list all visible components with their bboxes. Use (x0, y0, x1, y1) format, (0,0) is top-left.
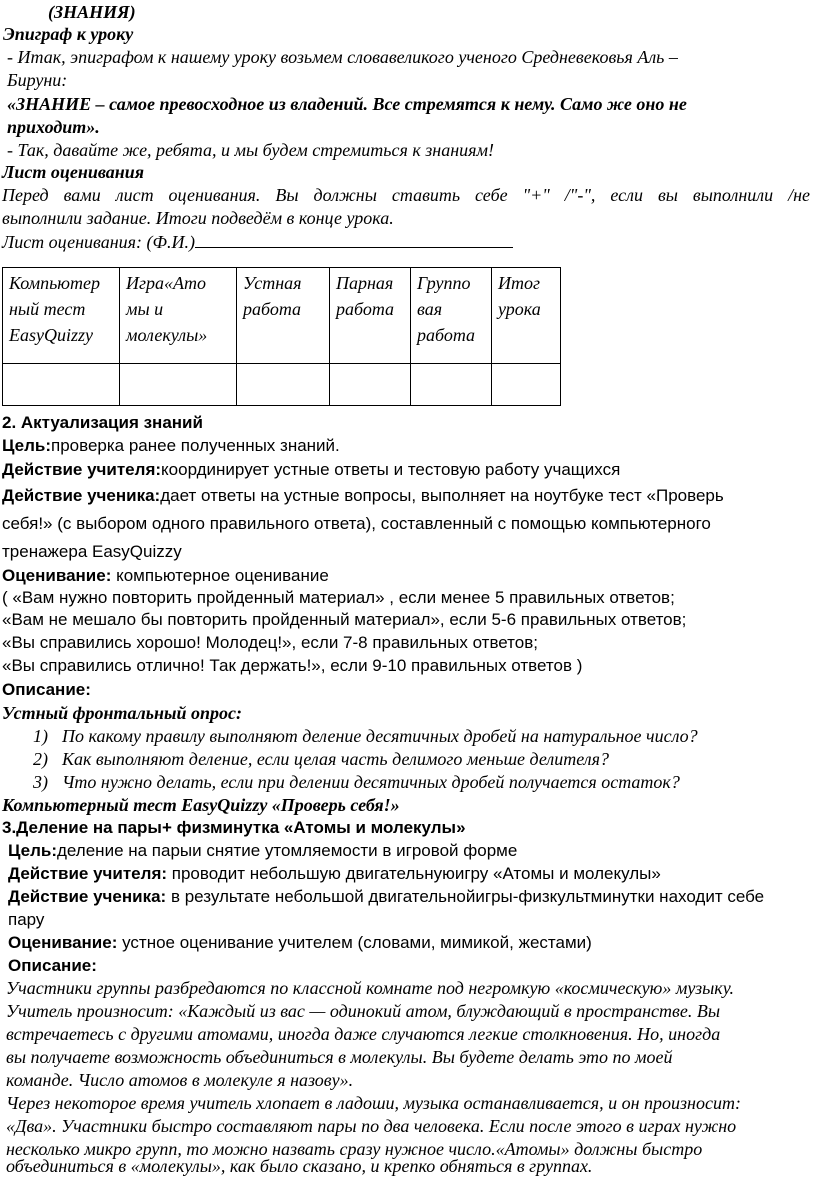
section2-evaluation: Оценивание: компьютерное оценивание (2, 566, 329, 585)
table-header-cell: Компьютер ный тест EasyQuizzy (3, 268, 120, 364)
epigraph-quote: «ЗНАНИЕ – самое превосходное из владений. Все стремятся к нему. Само же оно не (7, 94, 687, 114)
epigraph-heading: Эпиграф к уроку (3, 24, 134, 44)
eval-line: «Вам не мешало бы повторить пройденный материал», если 5-6 правильных ответов; (2, 610, 687, 629)
name-label: Лист оценивания: (Ф.И.) (2, 232, 195, 252)
epigraph-line: - Итак, эпиграфом к нашему уроку возьмем словавеликого ученого Средневековья Аль – (7, 47, 678, 67)
section3-evaluation: Оценивание: устное оценивание учителем (словами, мимикой, жестами) (8, 933, 592, 952)
table-header-cell: Итог урока (492, 268, 561, 364)
question-number: 3) (33, 772, 48, 792)
question-text: Как выполняют деление, если целая часть делимого меньше делителя? (62, 749, 609, 769)
table-cell[interactable] (411, 364, 492, 406)
table-cell[interactable] (492, 364, 561, 406)
section2-heading: 2. Актуализация знаний (2, 413, 203, 432)
description-line: команде. Число атомов в молекуле я назову». (6, 1070, 354, 1090)
epigraph-line: Бируни: (7, 70, 68, 90)
description-line: Участники группы разбредаются по классной комнате под негромкую «космическую» музыку. (6, 978, 735, 998)
description-line: Учитель произносит: «Каждый из вас — одинокий атом, блуждающий в пространстве. Вы (6, 1001, 721, 1021)
oral-quiz-heading: Устный фронтальный опрос: (2, 703, 242, 723)
section3-goal: Цель:деление на парыи снятие утомляемости в игровой форме (8, 841, 518, 860)
description-line: вы получаете возможность объединиться в молекулы. Вы будете делать это по моей (6, 1047, 673, 1067)
table-header-cell: Группо вая работа (411, 268, 492, 364)
section2-teacher: Действие учителя:координирует устные ответы и тестовую работу учащихся (2, 460, 621, 479)
eval-line: ( «Вам нужно повторить пройденный материал» , если менее 5 правильных ответов; (2, 588, 675, 607)
eval-line: «Вы справились отлично! Так держать!», если 9-10 правильных ответов ) (2, 656, 583, 675)
table-cell[interactable] (237, 364, 330, 406)
table-header-cell: Парная работа (330, 268, 411, 364)
description-line: объединиться в «молекулы», как было сказано, и крепко обняться в группах. (6, 1156, 593, 1176)
computer-test-heading: Компьютерный тест EasyQuizzy «Проверь себя!» (2, 795, 400, 815)
section3-student: Действие ученика: в результате небольшой двигательнойигры-физкультминутки находит себе (8, 887, 765, 906)
description-line: Через некоторое время учитель хлопает в ладоши, музыка останавливается, и он произносит: (6, 1093, 741, 1113)
description-line: встречаетесь с другими атомами, иногда даже случаются легкие столкновения. Но, иногда (6, 1024, 721, 1044)
grading-name-line (2, 231, 513, 253)
top-heading: (ЗНАНИЯ) (48, 2, 136, 22)
section3-description-label: Описание: (8, 956, 97, 975)
eval-line: «Вы справились хорошо! Молодец!», если 7-8 правильных ответов; (2, 633, 538, 652)
grading-heading: Лист оценивания (2, 162, 145, 182)
description-line: несколько микро групп, то можно назвать сразу нужное число.«Атомы» должны быстро (6, 1139, 703, 1159)
grading-text: выполнили задание. Итоги подведём в конце урока. (2, 208, 394, 228)
description-line: «Два». Участники быстро составляют пары по два человека. Если после этого в играх нужно (6, 1116, 737, 1136)
section3-heading: 3.Деление на пары+ физминутка «Атомы и молекулы» (2, 818, 466, 837)
name-blank (195, 231, 513, 248)
section2-description-label: Описание: (2, 680, 91, 699)
grading-table (2, 267, 561, 406)
table-header-cell: Игра«Ато мы и молекулы» (120, 268, 237, 364)
section2-student-cont: себя!» (с выбором одного правильного ответа), составленный с помощью компьютерного (2, 514, 711, 533)
question-number: 1) (33, 726, 48, 746)
grading-table-header-row (3, 268, 561, 364)
section3-teacher: Действие учителя: проводит небольшую двигательнуюигру «Атомы и молекулы» (8, 864, 661, 883)
table-cell[interactable] (330, 364, 411, 406)
epigraph-line: - Так, давайте же, ребята, и мы будем стремиться к знаниям! (7, 140, 494, 160)
epigraph-quote: приходит». (7, 117, 100, 137)
section2-student-cont: тренажера EasyQuizzy (2, 542, 182, 561)
question-text: Что нужно делать, если при делении десятичных дробей получается остаток? (62, 772, 680, 792)
table-header-cell: Устная работа (237, 268, 330, 364)
grading-table-empty-row (3, 364, 561, 406)
grading-text: Перед вами лист оценивания. Вы должны ставить себе "+" /"-", если вы выполнили /не (2, 185, 810, 205)
table-cell[interactable] (120, 364, 237, 406)
section3-student-cont: пару (8, 910, 45, 929)
table-cell[interactable] (3, 364, 120, 406)
question-text: По какому правилу выполняют деление десятичных дробей на натуральное число? (62, 726, 698, 746)
question-number: 2) (33, 749, 48, 769)
section2-goal: Цель:проверка ранее полученных знаний. (2, 436, 340, 455)
section2-student: Действие ученика:дает ответы на устные вопросы, выполняет на ноутбуке тест «Проверь (2, 486, 724, 505)
